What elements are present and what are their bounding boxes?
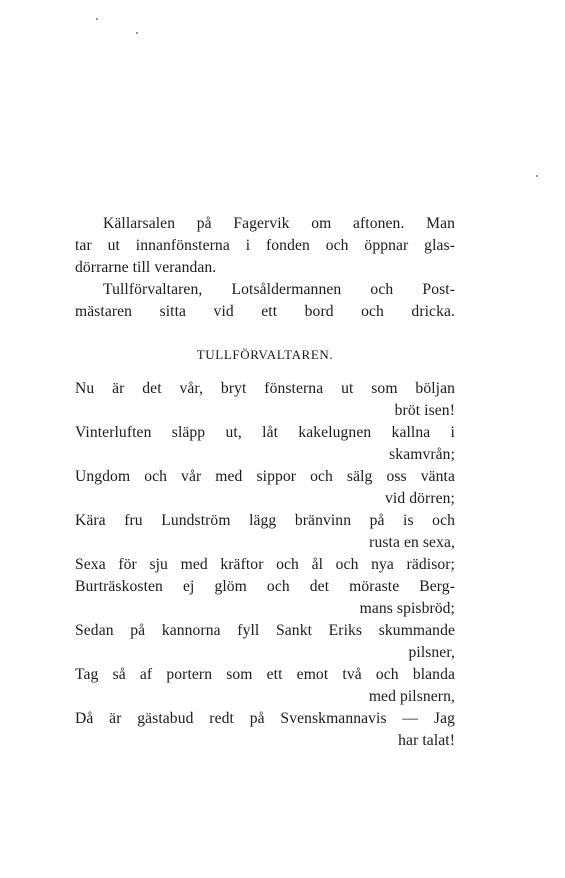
verse — [75, 378, 455, 752]
verse-line: Nu är det vår, bryt fönsterna ut som böljan — [75, 380, 455, 397]
stage-direction-line: tar ut innanfönsterna i fonden och öppnar glas- — [75, 237, 455, 254]
verse-line: Tag så af portern som ett emot två och blanda — [75, 666, 455, 683]
print-speck — [96, 18, 98, 20]
stage-direction-line: mästaren sitta vid ett bord och dricka. — [75, 303, 455, 320]
verse-line-continuation: har talat! — [398, 732, 455, 749]
speaker-name: TULLFÖRVALTAREN. — [196, 347, 334, 362]
verse-line-continuation: skamvrån; — [389, 446, 455, 463]
verse-line-continuation: mans spisbröd; — [359, 600, 455, 617]
stage-direction — [75, 213, 455, 323]
stage-direction-line: Källarsalen på Fagervik om aftonen. Man — [103, 215, 455, 232]
verse-line: Sexa för sju med kräftor och ål och nya rädisor; — [75, 556, 455, 573]
verse-line: Ungdom och vår med sippor och sälg oss vänta — [75, 468, 455, 485]
verse-line: Sedan på kannorna fyll Sankt Eriks skummande — [75, 622, 455, 639]
verse-line-continuation: bröt isen! — [394, 402, 455, 419]
stage-direction-line: dörrarne till verandan. — [75, 259, 217, 276]
verse-line: Kära fru Lundström lägg bränvinn på is och — [75, 512, 455, 529]
print-speck — [136, 32, 138, 34]
verse-line-continuation: med pilsnern, — [368, 688, 455, 705]
stage-direction-line: Tullförvaltaren, Lotsåldermannen och Post- — [103, 281, 455, 298]
verse-line: Då är gästabud redt på Svenskmannavis — Jag — [75, 710, 455, 727]
verse-line: Vinterluften släpp ut, låt kakelugnen kallna i — [75, 424, 455, 441]
verse-line-continuation: rusta en sexa, — [369, 534, 455, 551]
verse-line-continuation: vid dörren; — [385, 490, 455, 507]
verse-line: Burträskosten ej glöm och det möraste Berg- — [75, 578, 455, 595]
verse-line-continuation: pilsner, — [408, 644, 455, 661]
print-speck — [536, 175, 538, 177]
